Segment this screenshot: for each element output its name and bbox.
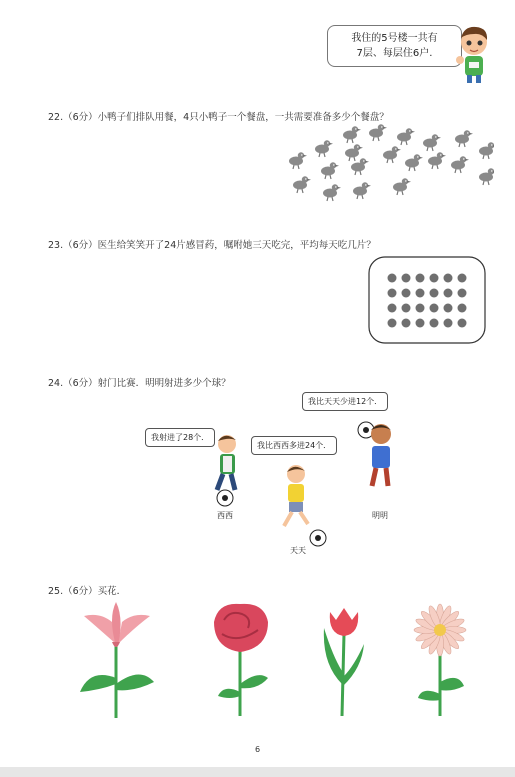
tiantian-figure bbox=[272, 462, 330, 550]
pill bbox=[402, 319, 411, 328]
rose-flower bbox=[208, 600, 272, 718]
pill bbox=[430, 289, 439, 298]
pill bbox=[444, 304, 453, 313]
bubble-tiantian: 我比西西多进24个． bbox=[251, 436, 337, 455]
pill bbox=[444, 274, 453, 283]
name-xixi: 西西 bbox=[217, 511, 233, 520]
bubble-xixi: 我射进了28个． bbox=[145, 428, 215, 447]
pill bbox=[444, 319, 453, 328]
top-speech-bubble bbox=[327, 25, 462, 67]
pill-pack bbox=[368, 256, 486, 344]
pill bbox=[458, 304, 467, 313]
name-tiantian: 天天 bbox=[290, 546, 306, 555]
daisy-flower bbox=[410, 602, 470, 718]
pill bbox=[416, 304, 425, 313]
pill bbox=[402, 274, 411, 283]
pill bbox=[416, 319, 425, 328]
xixi-figure bbox=[205, 432, 245, 508]
page-number: 6 bbox=[254, 745, 261, 754]
pill bbox=[458, 289, 467, 298]
tulip-flower bbox=[320, 604, 366, 718]
lily-flower bbox=[78, 598, 156, 722]
pill bbox=[458, 319, 467, 328]
pill bbox=[416, 274, 425, 283]
pill bbox=[458, 274, 467, 283]
pill bbox=[430, 274, 439, 283]
top-bubble-line2: 7层、每层住6户. bbox=[356, 48, 433, 59]
ducks-illustration bbox=[282, 124, 494, 208]
mingming-figure bbox=[354, 418, 398, 502]
pill bbox=[444, 289, 453, 298]
name-mingming: 明明 bbox=[372, 511, 388, 520]
pill bbox=[402, 304, 411, 313]
pill bbox=[388, 319, 397, 328]
question-24: 24.（6分）射门比赛．明明射进多少个球？ bbox=[48, 378, 231, 389]
pill bbox=[402, 289, 411, 298]
question-25: 25.（6分）买花． bbox=[48, 586, 127, 597]
pill bbox=[388, 304, 397, 313]
bubble-mingming: 我比天天少进12个． bbox=[302, 392, 388, 411]
top-bubble-line1: 我住的5号楼一共有 bbox=[351, 33, 438, 44]
pill bbox=[388, 289, 397, 298]
pill bbox=[430, 319, 439, 328]
question-22: 22.（6分）小鸭子们排队用餐，4只小鸭子一个餐盘，一共需要准备多少个餐盘？ bbox=[48, 112, 389, 123]
boy-illustration bbox=[452, 24, 494, 84]
page-footer-bar bbox=[0, 767, 515, 777]
pill bbox=[388, 274, 397, 283]
pill bbox=[430, 304, 439, 313]
question-23: 23.（6分）医生给笑笑开了24片感冒药，嘱咐她三天吃完，平均每天吃几片？ bbox=[48, 240, 376, 251]
pill bbox=[416, 289, 425, 298]
